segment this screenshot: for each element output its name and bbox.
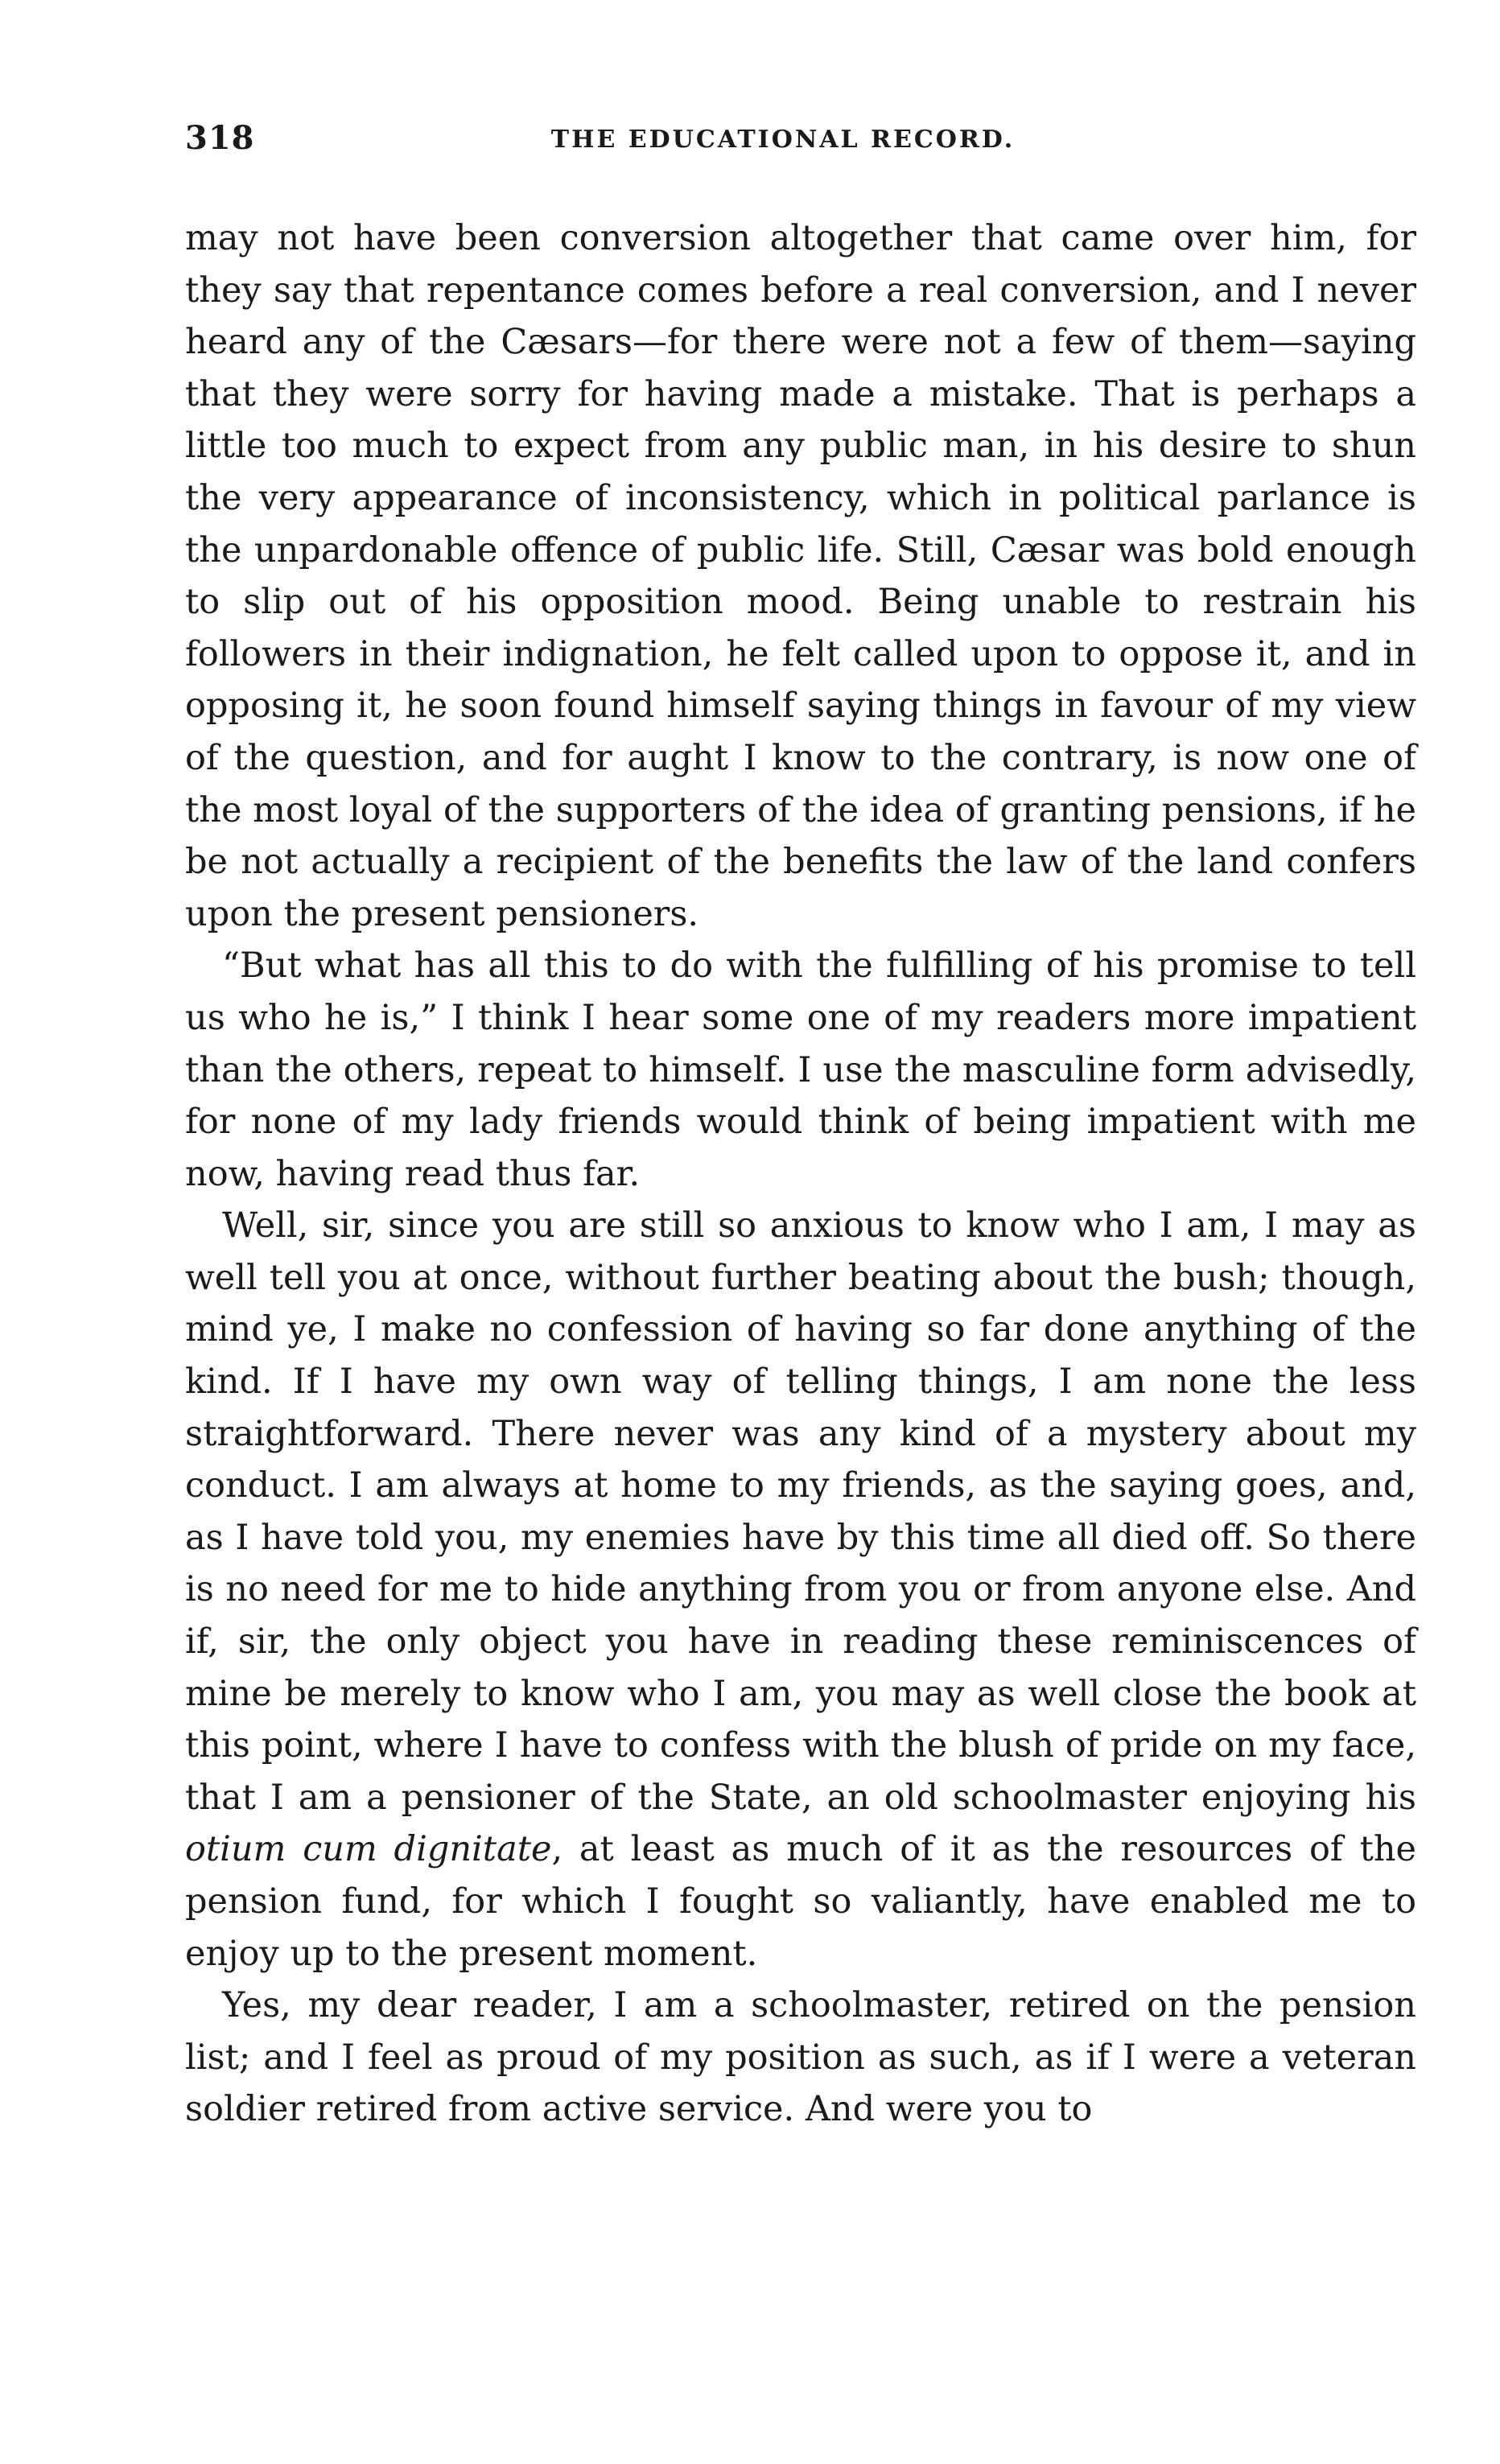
paragraph-1: may not have been conversion altogether that came over him, for they say that repentance comes before a real conversion, and I never heard any of the Cæsars—for there were not a few of them—saying that they were sorry for having made a mistake. That is perhaps a little too much to expect from any public man, in his desire to shun the very appearance of inconsistency, which in political parlance is the unpardonable offence of public life. Still, Cæsar was bold enough to slip out of his opposition mood. Being unable to restrain his followers in their indignation, he felt called upon to oppose it, and in opposing it, he soon found himself saying things in favour of my view of the question, and for aught I know to the contrary, is now one of the most loyal of the supporters of the idea of granting pensions, if he be not actually a recipient of the benefits the law of the land confers upon the present pensioners. bbox=[185, 218, 1416, 934]
paragraph-4: Yes, my dear reader, I am a schoolmaster, retired on the pension list; and I feel as proud of my position as such, as if I were a veteran soldier retired from active service. And were you to bbox=[185, 1985, 1416, 2130]
page-number: 318 bbox=[185, 119, 255, 157]
body-text bbox=[185, 212, 1416, 2136]
paragraph-3-text-after: , at least as much of it as the resources of the pension fund, for which I fought so valiantly, have enabled me to enjoy up to the present moment. bbox=[185, 1829, 1417, 1974]
paragraph-3-text-before: Well, sir, since you are still so anxious to know who I am, I may as well tell you at once, without further beating about the bush; though, mind ye, I make no confession of having so far done anything of the kind. If I have my own way of telling things, I am none the less straightforward. There never was any kind of a mystery about my conduct. I am always at home to my friends, as the saying goes, and, as I have told you, my enemies have by this time all died off. So there is no need for me to hide anything from you or from anyone else. And if, sir, the only object you have in reading these reminiscences of mine be merely to know who I am, you may as well close the book at this point, where I have to confess with the blush of pride on my face, that I am a pensioner of the State, an old schoolmaster enjoying his bbox=[185, 1205, 1416, 1818]
paragraph-2: “But what has all this to do with the fulfilling of his promise to tell us who he is,” I think I hear some one of my readers more impatient than the others, repeat to himself. I use the masculine form advisedly, for none of my lady friends would think of being impatient with me now, having read thus far. bbox=[185, 946, 1416, 1194]
running-title: THE EDUCATIONAL RECORD. bbox=[550, 126, 1016, 154]
paragraph-3-italic-phrase: otium cum dignitate bbox=[185, 1829, 552, 1870]
paragraph-3 bbox=[185, 1200, 1416, 1980]
page-header bbox=[185, 119, 1381, 180]
